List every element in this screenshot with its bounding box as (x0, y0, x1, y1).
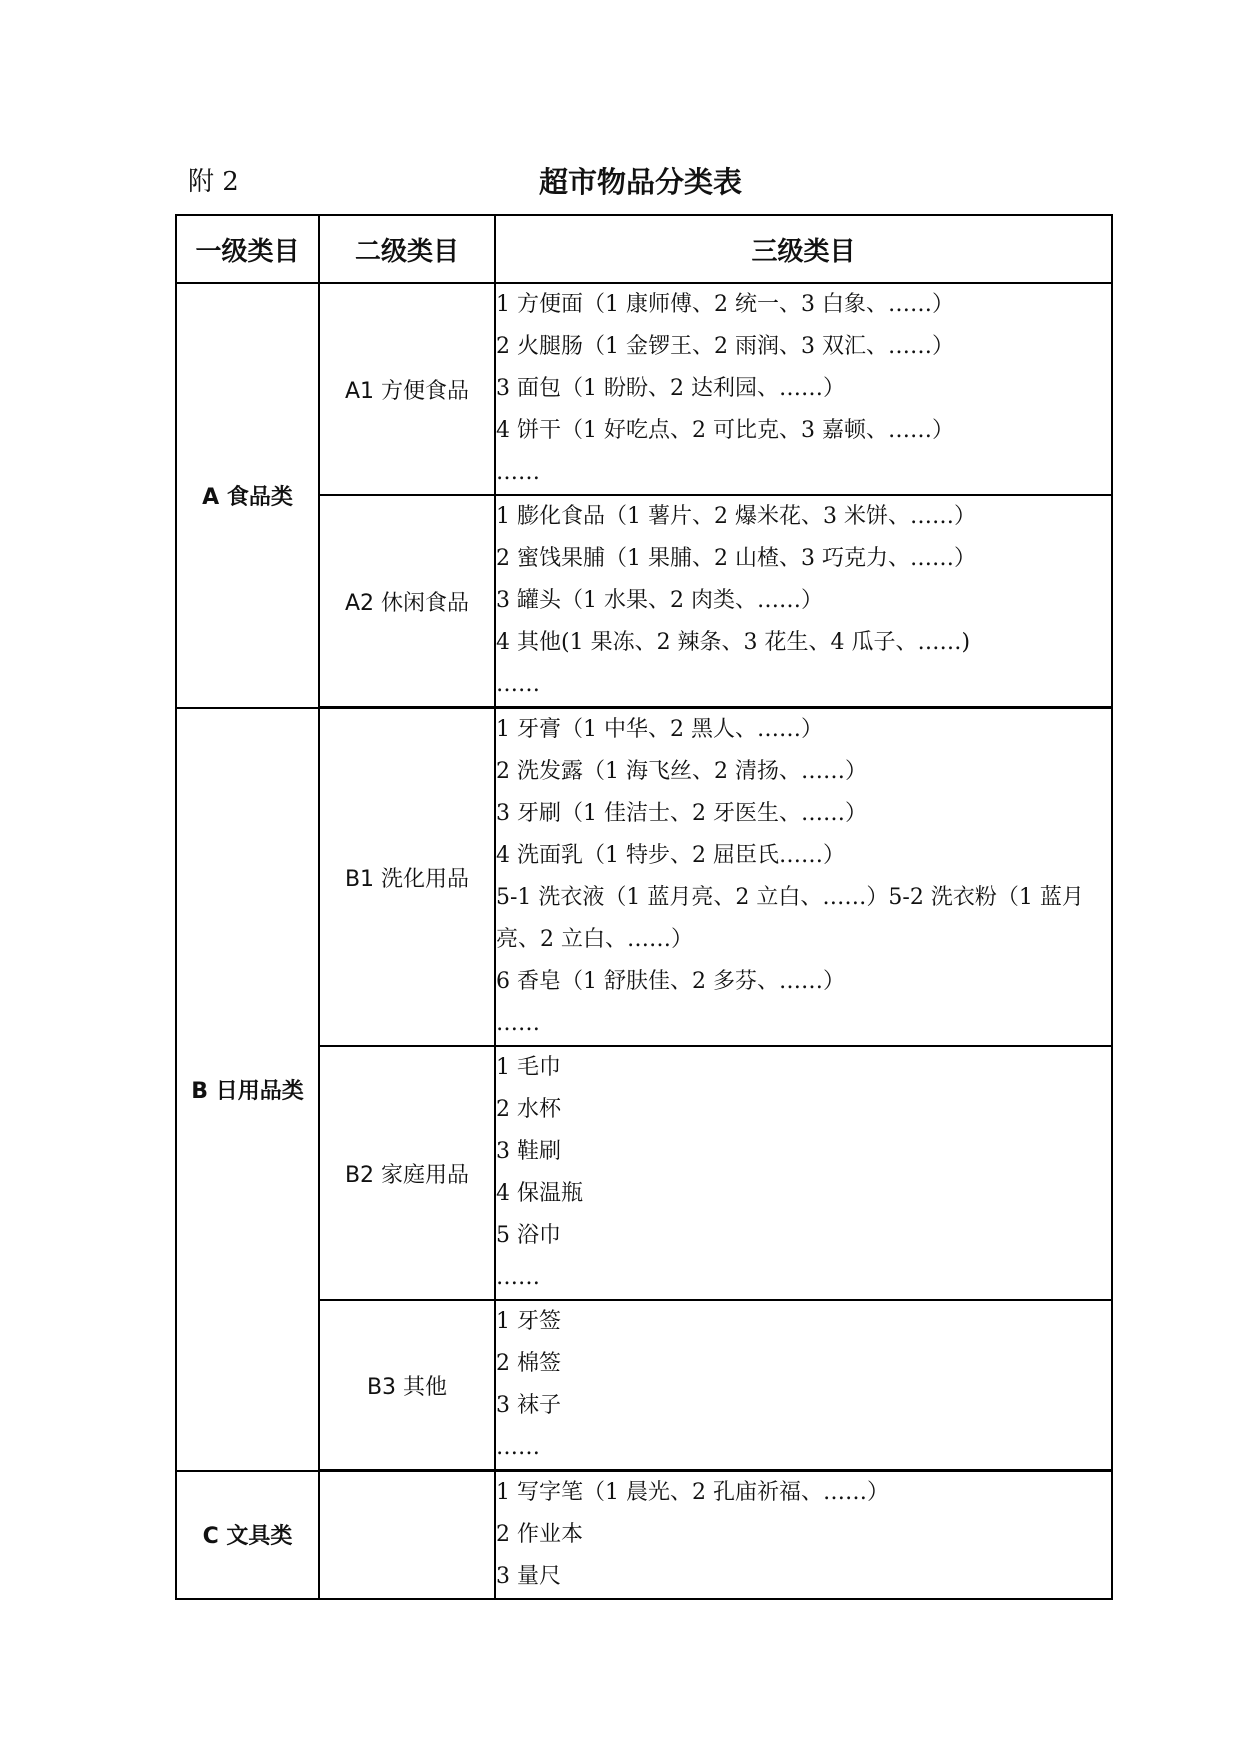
level3-cell-b3 (495, 1300, 1112, 1471)
classification-table (175, 214, 1113, 1600)
list-item: 3 牙刷（1 佳洁士、2 牙医生、……） (496, 801, 867, 826)
list-item: 3 袜子 (496, 1393, 561, 1418)
list-item: 4 洗面乳（1 特步、2 屈臣氏……） (496, 843, 845, 868)
list-item: 2 作业本 (496, 1522, 583, 1547)
attachment-label: 附 2 (188, 167, 239, 197)
header-level1: 一级类目 (176, 215, 319, 283)
table-row (176, 1471, 1112, 1600)
list-item: …… (496, 1265, 540, 1290)
level3-cell-a1 (495, 283, 1112, 495)
list-item: 6 香皂（1 舒肤佳、2 多芬、……） (496, 969, 845, 994)
table-row (176, 708, 1112, 1047)
level1-cell-b: B 日用品类 (176, 708, 319, 1471)
level3-cell-b1 (495, 708, 1112, 1047)
level1-cell-a: A 食品类 (176, 283, 319, 708)
list-item: 3 鞋刷 (496, 1139, 561, 1164)
table-row (176, 283, 1112, 495)
list-item: 1 牙膏（1 中华、2 黑人、……） (496, 717, 823, 742)
list-item: …… (496, 460, 540, 485)
page-title: 超市物品分类表 (538, 165, 742, 199)
list-item: 5 浴巾 (496, 1223, 561, 1248)
level1-cell-c: C 文具类 (176, 1471, 319, 1600)
list-item: 4 保温瓶 (496, 1181, 583, 1206)
level3-cell-c (495, 1471, 1112, 1600)
header-level3: 三级类目 (495, 215, 1112, 283)
list-item: 3 面包（1 盼盼、2 达利园、……） (496, 376, 845, 401)
list-item: 4 饼干（1 好吃点、2 可比克、3 嘉顿、……） (496, 418, 954, 443)
header-row (176, 215, 1112, 283)
list-item: 1 膨化食品（1 薯片、2 爆米花、3 米饼、……） (496, 504, 976, 529)
list-item: …… (496, 1011, 540, 1036)
list-item: …… (496, 1435, 540, 1460)
list-item: 1 牙签 (496, 1309, 561, 1334)
list-item: 1 方便面（1 康师傅、2 统一、3 白象、……） (496, 292, 954, 317)
header-level2: 二级类目 (319, 215, 495, 283)
list-item: 5-1 洗衣液（1 蓝月亮、2 立白、……）5-2 洗衣粉（1 蓝月亮、2 立白、……） (496, 885, 1084, 952)
level2-cell-b2: B2 家庭用品 (319, 1046, 495, 1300)
list-item: 3 量尺 (496, 1564, 561, 1589)
list-item: 2 蜜饯果脯（1 果脯、2 山楂、3 巧克力、……） (496, 546, 976, 571)
level2-cell-a1: A1 方便食品 (319, 283, 495, 495)
level2-cell-b1: B1 洗化用品 (319, 708, 495, 1047)
level2-cell-c (319, 1471, 495, 1600)
list-item: 3 罐头（1 水果、2 肉类、……） (496, 588, 823, 613)
level2-cell-b3: B3 其他 (319, 1300, 495, 1471)
list-item: 1 毛巾 (496, 1055, 561, 1080)
level2-cell-a2: A2 休闲食品 (319, 495, 495, 708)
level3-cell-b2 (495, 1046, 1112, 1300)
list-item: 2 水杯 (496, 1097, 561, 1122)
list-item: 2 洗发露（1 海飞丝、2 清扬、……） (496, 759, 867, 784)
list-item: …… (496, 672, 540, 697)
list-item: 1 写字笔（1 晨光、2 孔庙祈福、……） (496, 1480, 889, 1505)
level3-cell-a2 (495, 495, 1112, 708)
list-item: 4 其他(1 果冻、2 辣条、3 花生、4 瓜子、……) (496, 630, 971, 655)
list-item: 2 棉签 (496, 1351, 561, 1376)
list-item: 2 火腿肠（1 金锣王、2 雨润、3 双汇、……） (496, 334, 954, 359)
